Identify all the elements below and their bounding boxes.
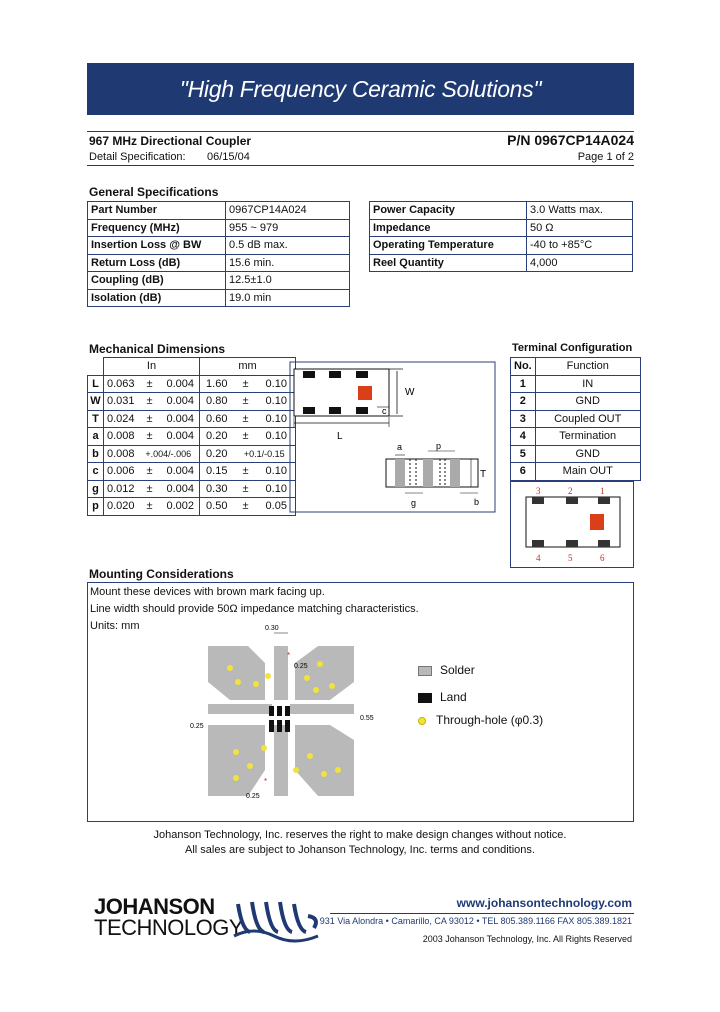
spec-key: Power Capacity	[370, 202, 527, 220]
page-indicator: Page 1 of 2	[577, 151, 634, 163]
dim-in: 0.063	[104, 375, 138, 393]
terminal-no: 4	[511, 428, 536, 446]
spec-key: Frequency (MHz)	[88, 219, 226, 237]
logo-waves-icon	[234, 896, 322, 940]
dim-mm: 1.60	[200, 375, 234, 393]
spec-row	[370, 237, 633, 255]
dim-in-tol: ±	[138, 480, 162, 498]
terminal-row	[511, 428, 641, 446]
spec-key: Reel Quantity	[370, 254, 527, 272]
legend-land: Land	[418, 690, 467, 704]
dim-in-tolval: 0.004	[162, 393, 200, 411]
dim-symbol: L	[88, 375, 104, 393]
spec-value: 50 Ω	[527, 219, 633, 237]
dim-in-tolval: 0.004	[162, 480, 200, 498]
pin-1: 1	[600, 486, 605, 496]
spec-key: Coupling (dB)	[88, 272, 226, 290]
dim-in-tol: ±	[138, 428, 162, 446]
pin-2: 2	[568, 486, 573, 496]
terminal-function: IN	[535, 375, 640, 393]
dim-mm-tolval: 0.10	[258, 410, 296, 428]
pin-5: 5	[568, 553, 573, 563]
terminal-diagram	[510, 481, 634, 568]
spec-value: 0.5 dB max.	[226, 237, 350, 255]
terminal-row	[511, 393, 641, 411]
terminal-function: GND	[535, 393, 640, 411]
terminal-no: 5	[511, 445, 536, 463]
dim-mm-tolval: 0.10	[258, 463, 296, 481]
col-function: Function	[535, 358, 640, 376]
general-spec-table-left	[87, 201, 350, 307]
dim-mm: 0.20	[200, 428, 234, 446]
dim-in-tol: +.004/-.006	[138, 445, 200, 463]
part-number: P/N 0967CP14A024	[507, 132, 634, 148]
dim-in-tol: ±	[138, 498, 162, 516]
dimension-row	[88, 393, 296, 411]
pin-3: 3	[536, 486, 541, 496]
copyright: 2003 Johanson Technology, Inc. All Rights Reserved	[422, 934, 632, 944]
spec-key: Return Loss (dB)	[88, 254, 226, 272]
terminal-no: 3	[511, 410, 536, 428]
spec-key: Insertion Loss @ BW	[88, 237, 226, 255]
mounting-line-2: Line width should provide 50Ω impedance matching characteristics.	[90, 603, 419, 615]
general-spec-title: General Specifications	[89, 185, 219, 199]
mechanical-drawing	[285, 357, 500, 512]
dim-a: 0.25	[190, 723, 204, 730]
terminal-function: Termination	[535, 428, 640, 446]
col-in: In	[104, 358, 200, 376]
terminal-title: Terminal Configuration	[512, 342, 633, 354]
spec-value: 0967CP14A024	[226, 202, 350, 220]
terminal-function: Coupled OUT	[535, 410, 640, 428]
hole-swatch-icon	[418, 717, 426, 725]
product-title: 967 MHz Directional Coupler	[89, 134, 252, 148]
dim-in: 0.031	[104, 393, 138, 411]
land-swatch-icon	[418, 693, 432, 703]
spec-row	[370, 202, 633, 220]
dim-symbol: a	[88, 428, 104, 446]
solder-swatch-icon	[418, 666, 432, 676]
dim-mm-tolval: 0.10	[258, 428, 296, 446]
dim-d: 0.25	[246, 793, 260, 800]
mounting-units: Units: mm	[90, 620, 140, 632]
dim-mm-tol: ±	[234, 375, 258, 393]
logo-line-2: TECHNOLOGY	[94, 915, 244, 940]
dim-mm-tolval: 0.10	[258, 375, 296, 393]
label-a: a	[397, 442, 403, 452]
dim-mm: 0.50	[200, 498, 234, 516]
spec-row	[370, 219, 633, 237]
address: 931 Via Alondra • Camarillo, CA 93012 • TEL 805.389.1166 FAX 805.389.1821	[319, 916, 632, 926]
spec-row	[88, 254, 350, 272]
dim-c: 0.25	[294, 663, 308, 670]
label-b: b	[474, 497, 480, 507]
dim-in-tolval: 0.004	[162, 428, 200, 446]
mechanical-title: Mechanical Dimensions	[89, 342, 226, 356]
spec-value: -40 to +85°C	[527, 237, 633, 255]
dim-symbol: T	[88, 410, 104, 428]
dim-mm-tolval: 0.10	[258, 480, 296, 498]
pcb-footprint	[190, 620, 374, 800]
dim-mm-tol: ±	[234, 410, 258, 428]
dim-in: 0.020	[104, 498, 138, 516]
spec-key: Isolation (dB)	[88, 289, 226, 307]
svg-text:*: *	[264, 777, 268, 786]
dim-mm-tolval: 0.05	[258, 498, 296, 516]
dimension-row	[88, 498, 296, 516]
pin-6: 6	[600, 553, 605, 563]
terminal-no: 1	[511, 375, 536, 393]
website-link[interactable]: www.johansontechnology.com	[456, 896, 632, 910]
dim-mm: 0.60	[200, 410, 234, 428]
dim-symbol: g	[88, 480, 104, 498]
dim-mm-tol: ±	[234, 498, 258, 516]
detail-spec-label: Detail Specification:	[89, 151, 186, 163]
dim-symbol: b	[88, 445, 104, 463]
label-L: L	[337, 431, 343, 442]
dimension-row	[88, 428, 296, 446]
spec-row	[88, 237, 350, 255]
terminal-row	[511, 410, 641, 428]
spec-row	[88, 202, 350, 220]
dim-top: 0.30	[265, 625, 279, 632]
dim-in: 0.024	[104, 410, 138, 428]
dim-mm-tol: +0.1/-0.15	[234, 445, 296, 463]
dim-in: 0.008	[104, 428, 138, 446]
mechanical-table	[87, 357, 296, 516]
spec-value: 955 ~ 979	[226, 219, 350, 237]
dim-mm: 0.30	[200, 480, 234, 498]
label-p: p	[436, 441, 442, 451]
dim-mm: 0.20	[200, 445, 234, 463]
label-g: g	[411, 498, 417, 508]
banner-title: "High Frequency Ceramic Solutions"	[87, 63, 634, 115]
dim-in-tol: ±	[138, 463, 162, 481]
spec-row	[88, 272, 350, 290]
dimension-row	[88, 445, 296, 463]
dim-in-tol: ±	[138, 393, 162, 411]
terminal-no: 6	[511, 463, 536, 481]
dim-mm-tolval: 0.10	[258, 393, 296, 411]
terminal-table	[510, 357, 641, 481]
pin-4: 4	[536, 553, 541, 563]
legend-hole: Through-hole (φ0.3)	[418, 713, 543, 727]
dimension-row	[88, 463, 296, 481]
dim-mm-tol: ±	[234, 393, 258, 411]
spec-value: 12.5±1.0	[226, 272, 350, 290]
dim-in-tolval: 0.004	[162, 410, 200, 428]
terminal-row	[511, 375, 641, 393]
dim-b: 0.55	[360, 715, 374, 722]
dim-symbol: p	[88, 498, 104, 516]
svg-text:*: *	[287, 651, 291, 660]
dim-mm-tol: ±	[234, 463, 258, 481]
terminal-function: Main OUT	[535, 463, 640, 481]
col-mm: mm	[200, 358, 296, 376]
dim-symbol: W	[88, 393, 104, 411]
dim-in: 0.012	[104, 480, 138, 498]
spec-date: 06/15/04	[207, 151, 250, 163]
header-rule-bottom	[87, 165, 634, 166]
dim-in: 0.008	[104, 445, 138, 463]
dimension-row	[88, 410, 296, 428]
terminal-no: 2	[511, 393, 536, 411]
col-no: No.	[511, 358, 536, 376]
dim-in-tolval: 0.004	[162, 463, 200, 481]
dim-in-tolval: 0.004	[162, 375, 200, 393]
spec-key: Impedance	[370, 219, 527, 237]
footer-note-1: Johanson Technology, Inc. reserves the right to make design changes without notice.	[153, 829, 567, 841]
dim-in-tol: ±	[138, 410, 162, 428]
spec-value: 19.0 min	[226, 289, 350, 307]
label-T: T	[480, 469, 487, 480]
dim-in: 0.006	[104, 463, 138, 481]
spec-row	[370, 254, 633, 272]
legend-solder: Solder	[418, 663, 475, 677]
footer-rule	[330, 913, 634, 914]
dim-symbol: c	[88, 463, 104, 481]
mounting-title: Mounting Considerations	[89, 567, 234, 581]
terminal-row	[511, 445, 641, 463]
spec-row	[88, 289, 350, 307]
dim-mm-tol: ±	[234, 480, 258, 498]
dim-mm: 0.15	[200, 463, 234, 481]
spec-row	[88, 219, 350, 237]
spec-value: 3.0 Watts max.	[527, 202, 633, 220]
label-c: c	[382, 406, 387, 416]
footer-note-2: All sales are subject to Johanson Technology, Inc. terms and conditions.	[185, 844, 535, 856]
orientation-mark	[358, 386, 372, 400]
spec-key: Part Number	[88, 202, 226, 220]
label-W: W	[405, 387, 415, 398]
logo-line-1: JOHANSON	[94, 894, 215, 919]
dim-mm-tol: ±	[234, 428, 258, 446]
dim-in-tol: ±	[138, 375, 162, 393]
spec-value: 15.6 min.	[226, 254, 350, 272]
dimension-row	[88, 480, 296, 498]
dim-mm: 0.80	[200, 393, 234, 411]
mounting-line-1: Mount these devices with brown mark facing up.	[90, 586, 325, 598]
spec-value: 4,000	[527, 254, 633, 272]
dimension-row	[88, 375, 296, 393]
dim-in-tolval: 0.002	[162, 498, 200, 516]
terminal-function: GND	[535, 445, 640, 463]
general-spec-table-right	[369, 201, 633, 272]
terminal-row	[511, 463, 641, 481]
spec-key: Operating Temperature	[370, 237, 527, 255]
